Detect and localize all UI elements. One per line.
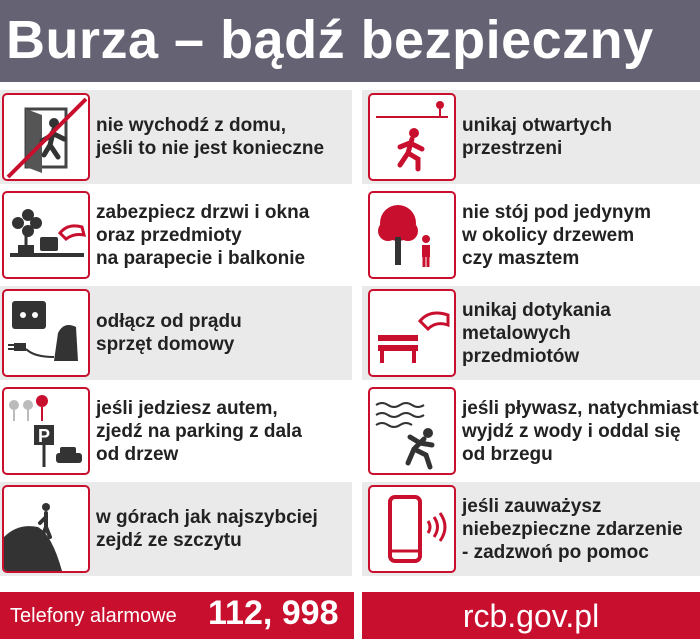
tips-row xyxy=(0,286,700,380)
website-bar xyxy=(362,592,700,639)
metal-bench-icon xyxy=(368,289,456,377)
tip-text-line: jeśli to nie jest konieczne xyxy=(96,138,325,159)
emergency-label: Telefony alarmowe xyxy=(10,605,177,627)
tips-row xyxy=(0,384,700,478)
tip-text-line: nie wychodź z domu, xyxy=(96,115,287,136)
mountain-descent-icon xyxy=(2,485,90,573)
tip-text-line: czy masztem xyxy=(462,247,580,269)
tip-text-line: wyjdź z wody i oddal się xyxy=(462,420,681,442)
tip-text-line: zabezpiecz drzwi i okna xyxy=(96,201,310,223)
no-leave-house-icon xyxy=(2,93,90,181)
tip-text-line: jeśli jedziesz autem, xyxy=(96,397,278,419)
running-person-icon xyxy=(368,93,456,181)
tip-card xyxy=(0,188,352,282)
tip-text-line: od drzew xyxy=(96,443,179,465)
tip-text-line: w okolicy drzewem xyxy=(462,224,635,246)
tip-card xyxy=(362,482,700,576)
tip-text-line: od brzegu xyxy=(462,443,553,465)
tips-row xyxy=(0,482,700,576)
tip-text-line: unikaj dotykania xyxy=(462,299,611,321)
header-bar xyxy=(0,0,700,82)
tip-text-line: na parapecie i balkonie xyxy=(96,247,306,269)
tip-text-line: niebezpieczne zdarzenie xyxy=(462,518,683,540)
tip-text-line: przedmiotów xyxy=(462,345,580,367)
tip-card xyxy=(362,90,700,184)
unplug-appliance-icon xyxy=(2,289,90,377)
tip-text-line: zjedź na parking z dala xyxy=(96,420,302,442)
swimmer-icon xyxy=(368,387,456,475)
tip-card xyxy=(362,384,700,478)
tree-person-icon xyxy=(368,191,456,279)
tip-card xyxy=(0,482,352,576)
tip-text-line: odłącz od prądu xyxy=(96,311,242,332)
tip-text-line: metalowych xyxy=(462,322,571,344)
tip-text-line: unikaj otwartych xyxy=(462,115,612,136)
tip-text-line: w górach jak najszybciej xyxy=(96,507,318,528)
website-link[interactable]: rcb.gov.pl xyxy=(462,598,600,634)
emergency-numbers-bar xyxy=(0,592,354,639)
tip-card xyxy=(0,384,352,478)
svg-text:P: P xyxy=(38,426,51,446)
tip-card xyxy=(362,188,700,282)
parking-car-icon xyxy=(2,387,90,475)
tip-card xyxy=(0,286,352,380)
tip-text-line: sprzęt domowy xyxy=(96,334,235,355)
tip-card xyxy=(0,90,352,184)
tip-card xyxy=(362,286,700,380)
tip-text-line: - zadzwoń po pomoc xyxy=(462,541,649,563)
secure-windows-icon xyxy=(2,191,90,279)
phone-call-icon xyxy=(368,485,456,573)
tip-text-line: przestrzeni xyxy=(462,138,563,159)
emergency-numbers: 112, 998 xyxy=(208,594,339,632)
tip-text-line: zejdź ze szczytu xyxy=(96,530,242,551)
tip-text-line: jeśli pływasz, natychmiast xyxy=(462,397,699,419)
tips-row xyxy=(0,90,700,184)
tip-text-line: jeśli zauważysz xyxy=(462,495,602,517)
tip-text-line: nie stój pod jedynym xyxy=(462,201,651,223)
tips-row xyxy=(0,188,700,282)
page-title: Burza – bądź bezpieczny xyxy=(6,10,654,70)
tip-text-line: oraz przedmioty xyxy=(96,224,242,246)
